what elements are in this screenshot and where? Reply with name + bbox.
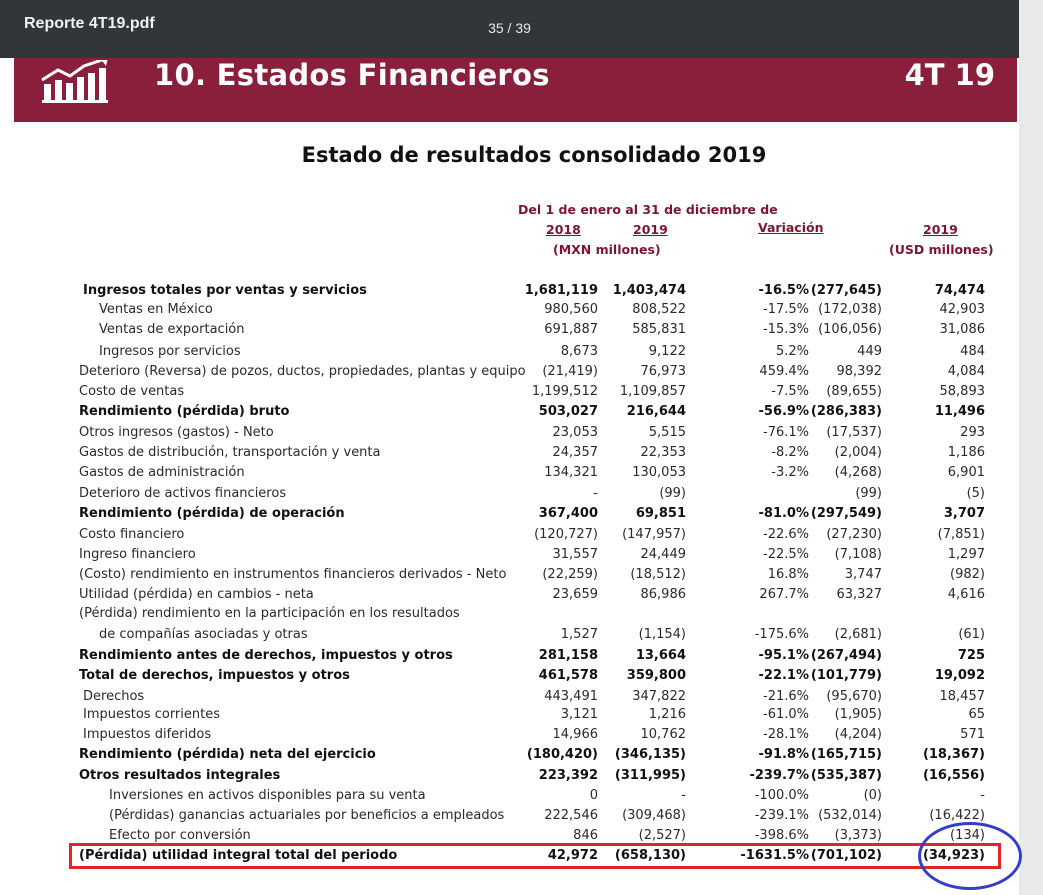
row-label: Ingresos totales por ventas y servicios <box>83 283 367 298</box>
cell-pct: -95.1% <box>758 648 809 663</box>
cell-usd: 58,893 <box>939 384 985 399</box>
cell-usd: (7,851) <box>937 527 985 542</box>
cell-usd: 571 <box>960 727 985 742</box>
cell-pct: -91.8% <box>758 747 809 762</box>
row-label: Rendimiento (pérdida) bruto <box>79 404 290 419</box>
cell-usd: 65 <box>968 707 985 722</box>
cell-usd: 18,457 <box>939 689 985 704</box>
row-label: Costo financiero <box>79 527 185 542</box>
cell-usd: 42,903 <box>939 302 985 317</box>
cell-abs: (101,779) <box>810 668 882 683</box>
cell-v2019: 24,449 <box>640 547 686 562</box>
cell-abs: (2,004) <box>834 445 882 460</box>
row-label: Impuestos diferidos <box>83 727 212 742</box>
cell-pct: 267.7% <box>759 587 809 602</box>
cell-pct: -8.2% <box>771 445 809 460</box>
cell-abs: (106,056) <box>818 322 882 337</box>
table-row <box>0 788 1000 806</box>
cell-v2018: 846 <box>573 828 598 843</box>
cell-pct: -3.2% <box>771 465 809 480</box>
cell-usd: (16,556) <box>922 768 985 783</box>
cell-pct: 5.2% <box>775 344 809 359</box>
cell-usd: (34,923) <box>922 848 985 863</box>
row-label: Impuestos corrientes <box>83 707 220 722</box>
cell-abs: (95,670) <box>826 689 882 704</box>
cell-pct: -76.1% <box>763 425 809 440</box>
table-row <box>0 627 1000 645</box>
table-row <box>0 384 1000 402</box>
row-label: Otros ingresos (gastos) - Neto <box>79 425 274 440</box>
cell-usd: 1,297 <box>947 547 985 562</box>
row-label: Ventas en México <box>99 302 213 317</box>
cell-v2018: 31,557 <box>552 547 598 562</box>
cell-usd: 11,496 <box>934 404 985 419</box>
row-label: Otros resultados integrales <box>79 768 281 783</box>
cell-usd: 484 <box>960 344 985 359</box>
cell-usd: - <box>980 788 985 803</box>
row-label: Efecto por conversión <box>109 828 251 843</box>
section-title: 10. Estados Financieros <box>154 58 550 92</box>
cell-abs: (7,108) <box>834 547 882 562</box>
cell-v2018: 8,673 <box>560 344 598 359</box>
usd-year-header: 2019 <box>923 222 958 237</box>
row-label: (Costo) rendimiento en instrumentos financieros derivados - Neto <box>79 567 507 582</box>
cell-v2018: (21,419) <box>542 364 598 379</box>
pdf-viewer-toolbar <box>0 0 1019 58</box>
cell-usd: 725 <box>957 648 985 663</box>
table-row <box>0 567 1000 585</box>
cell-usd: (16,422) <box>929 808 985 823</box>
cell-abs: (267,494) <box>810 648 882 663</box>
bar-chart-trend-icon <box>40 60 112 104</box>
cell-v2018: 1,527 <box>560 627 598 642</box>
cell-v2019: 585,831 <box>632 322 686 337</box>
table-row <box>0 727 1000 745</box>
cell-v2019: 76,973 <box>640 364 686 379</box>
cell-v2018: (22,259) <box>542 567 598 582</box>
cell-v2018: 461,578 <box>538 668 598 683</box>
cell-v2019: (99) <box>659 486 686 501</box>
cell-v2018: 503,027 <box>538 404 598 419</box>
cell-abs: (165,715) <box>810 747 882 762</box>
table-row <box>0 707 1000 725</box>
cell-abs: 63,327 <box>836 587 882 602</box>
page-indicator[interactable]: 35 / 39 <box>488 20 531 36</box>
table-row <box>0 283 1000 301</box>
cell-abs: (4,204) <box>834 727 882 742</box>
cell-v2019: (346,135) <box>614 747 686 762</box>
cell-usd: 6,901 <box>947 465 985 480</box>
cell-v2018: 1,681,119 <box>524 283 598 298</box>
cell-abs: (27,230) <box>826 527 882 542</box>
cell-v2019: (18,512) <box>630 567 686 582</box>
table-row <box>0 344 1000 362</box>
cell-pct: -1631.5% <box>740 848 809 863</box>
row-label: Rendimiento (pérdida) de operación <box>79 506 345 521</box>
cell-pct: -239.7% <box>749 768 809 783</box>
cell-pct: -239.1% <box>754 808 809 823</box>
cell-v2019: 10,762 <box>640 727 686 742</box>
row-label: Rendimiento antes de derechos, impuestos y otros <box>79 648 453 663</box>
row-label: Gastos de administración <box>79 465 245 480</box>
table-row <box>0 506 1000 524</box>
table-row <box>0 302 1000 320</box>
cell-pct: -16.5% <box>758 283 809 298</box>
cell-v2018: 14,966 <box>552 727 598 742</box>
cell-v2018: 443,491 <box>544 689 598 704</box>
cell-v2019: (311,995) <box>614 768 686 783</box>
cell-v2019: 1,109,857 <box>619 384 686 399</box>
table-row <box>0 668 1000 686</box>
cell-usd: (5) <box>966 486 985 501</box>
cell-v2018: 23,053 <box>552 425 598 440</box>
table-row <box>0 689 1000 707</box>
cell-v2019: 5,515 <box>648 425 686 440</box>
cell-abs: (3,373) <box>834 828 882 843</box>
cell-v2018: 134,321 <box>544 465 598 480</box>
table-row <box>0 606 1000 624</box>
cell-abs: (297,549) <box>810 506 882 521</box>
cell-abs: (99) <box>855 486 882 501</box>
cell-pct: -56.9% <box>758 404 809 419</box>
row-label: Utilidad (pérdida) en cambios - neta <box>79 587 314 602</box>
row-label: Inversiones en activos disponibles para su venta <box>109 788 426 803</box>
cell-v2019: 1,216 <box>648 707 686 722</box>
usd-label: (USD millones) <box>889 242 994 257</box>
cell-v2019: (1,154) <box>638 627 686 642</box>
cell-usd: 3,707 <box>943 506 985 521</box>
cell-usd: 4,084 <box>947 364 985 379</box>
row-label: Ingresos por servicios <box>99 344 241 359</box>
table-row <box>0 445 1000 463</box>
variation-header: Variación <box>758 220 824 235</box>
cell-v2019: - <box>681 788 686 803</box>
cell-v2018: - <box>593 486 598 501</box>
cell-pct: -17.5% <box>763 302 809 317</box>
cell-v2018: 1,199,512 <box>531 384 598 399</box>
table-row <box>0 486 1000 504</box>
cell-abs: (89,655) <box>826 384 882 399</box>
cell-v2018: (180,420) <box>526 747 598 762</box>
cell-abs: (0) <box>863 788 882 803</box>
cell-v2018: 222,546 <box>544 808 598 823</box>
cell-usd: 31,086 <box>939 322 985 337</box>
cell-abs: (2,681) <box>834 627 882 642</box>
table-row <box>0 425 1000 443</box>
cell-v2019: 347,822 <box>632 689 686 704</box>
cell-pct: -22.5% <box>763 547 809 562</box>
cell-v2019: 22,353 <box>640 445 686 460</box>
cell-v2018: 0 <box>589 788 598 803</box>
cell-v2019: 86,986 <box>640 587 686 602</box>
table-row <box>0 547 1000 565</box>
cell-usd: (134) <box>950 828 985 843</box>
cell-usd: (18,367) <box>922 747 985 762</box>
cell-v2018: 281,158 <box>538 648 598 663</box>
cell-pct: -15.3% <box>763 322 809 337</box>
cell-v2019: 130,053 <box>632 465 686 480</box>
table-row <box>0 648 1000 666</box>
row-label: Rendimiento (pérdida) neta del ejercicio <box>79 747 376 762</box>
row-label: (Pérdidas) ganancias actuariales por beneficios a empleados <box>109 808 505 823</box>
cell-v2019: (147,957) <box>622 527 686 542</box>
table-row <box>0 404 1000 422</box>
table-row <box>0 364 1000 382</box>
row-label: Gastos de distribución, transportación y venta <box>79 445 381 460</box>
cell-pct: -398.6% <box>754 828 809 843</box>
cell-abs: (286,383) <box>810 404 882 419</box>
row-label: Ingreso financiero <box>79 547 196 562</box>
cell-pct: -22.6% <box>763 527 809 542</box>
table-row <box>0 322 1000 340</box>
cell-abs: (17,537) <box>826 425 882 440</box>
row-label: Deterioro de activos financieros <box>79 486 287 501</box>
cell-v2019: (2,527) <box>638 828 686 843</box>
table-row <box>0 587 1000 605</box>
cell-pct: 16.8% <box>767 567 809 582</box>
cell-abs: (172,038) <box>818 302 882 317</box>
cell-pct: -81.0% <box>758 506 809 521</box>
cell-v2018: 42,972 <box>547 848 598 863</box>
row-label: Derechos <box>83 689 145 704</box>
cell-usd: 293 <box>960 425 985 440</box>
cell-pct: -21.6% <box>763 689 809 704</box>
cell-v2019: 69,851 <box>635 506 686 521</box>
cell-pct: -61.0% <box>763 707 809 722</box>
cell-abs: (1,905) <box>834 707 882 722</box>
cell-abs: (4,268) <box>834 465 882 480</box>
cell-v2018: 24,357 <box>552 445 598 460</box>
row-label: (Pérdida) utilidad integral total del periodo <box>79 848 398 863</box>
cell-pct: 459.4% <box>759 364 809 379</box>
report-title: Estado de resultados consolidado 2019 <box>301 143 767 167</box>
circle-annotation <box>918 822 1022 890</box>
cell-v2018: 980,560 <box>544 302 598 317</box>
row-label: Ventas de exportación <box>99 322 245 337</box>
period-label: Del 1 de enero al 31 de diciembre de <box>518 202 778 217</box>
table-row <box>0 808 1000 826</box>
row-label: Total de derechos, impuestos y otros <box>79 668 350 683</box>
cell-v2018: 691,887 <box>544 322 598 337</box>
cell-pct: -175.6% <box>754 627 809 642</box>
table-row <box>0 768 1000 786</box>
cell-abs: (701,102) <box>810 848 882 863</box>
row-label: Deterioro (Reversa) de pozos, ductos, propiedades, plantas y equipo <box>79 364 526 379</box>
cell-v2019: 9,122 <box>648 344 686 359</box>
cell-v2019: 216,644 <box>626 404 686 419</box>
cell-abs: 3,747 <box>844 567 882 582</box>
cell-usd: (982) <box>950 567 985 582</box>
section-banner <box>14 58 1017 122</box>
cell-abs: (532,014) <box>818 808 882 823</box>
cell-pct: -28.1% <box>763 727 809 742</box>
cell-abs: (277,645) <box>810 283 882 298</box>
document-title: Reporte 4T19.pdf <box>24 15 155 32</box>
cell-usd: 74,474 <box>934 283 985 298</box>
cell-usd: 19,092 <box>934 668 985 683</box>
cell-v2018: 3,121 <box>560 707 598 722</box>
mxn-label: (MXN millones) <box>553 242 661 257</box>
table-row <box>0 747 1000 765</box>
report-period: 4T 19 <box>904 58 995 92</box>
cell-v2018: 367,400 <box>538 506 598 521</box>
cell-pct: -100.0% <box>754 788 809 803</box>
cell-pct: -22.1% <box>758 668 809 683</box>
row-label: de compañías asociadas y otras <box>99 627 308 642</box>
scrollbar[interactable] <box>1019 0 1043 895</box>
year-2019-header: 2019 <box>633 222 668 237</box>
cell-usd: 4,616 <box>947 587 985 602</box>
table-row <box>0 465 1000 483</box>
cell-v2019: 808,522 <box>632 302 686 317</box>
cell-v2019: 359,800 <box>626 668 686 683</box>
cell-v2019: (309,468) <box>622 808 686 823</box>
highlight-box <box>69 843 1001 869</box>
cell-abs: 449 <box>857 344 882 359</box>
cell-v2019: (658,130) <box>614 848 686 863</box>
row-label: (Pérdida) rendimiento en la participación en los resultados <box>79 606 460 621</box>
cell-abs: 98,392 <box>836 364 882 379</box>
cell-usd: (61) <box>958 627 985 642</box>
cell-pct: -7.5% <box>771 384 809 399</box>
cell-v2019: 1,403,474 <box>612 283 686 298</box>
cell-v2018: 23,659 <box>552 587 598 602</box>
row-label: Costo de ventas <box>79 384 185 399</box>
table-row <box>0 527 1000 545</box>
cell-usd: 1,186 <box>947 445 985 460</box>
cell-v2018: 223,392 <box>538 768 598 783</box>
cell-v2019: 13,664 <box>635 648 686 663</box>
cell-abs: (535,387) <box>810 768 882 783</box>
year-2018-header: 2018 <box>546 222 581 237</box>
cell-v2018: (120,727) <box>534 527 598 542</box>
